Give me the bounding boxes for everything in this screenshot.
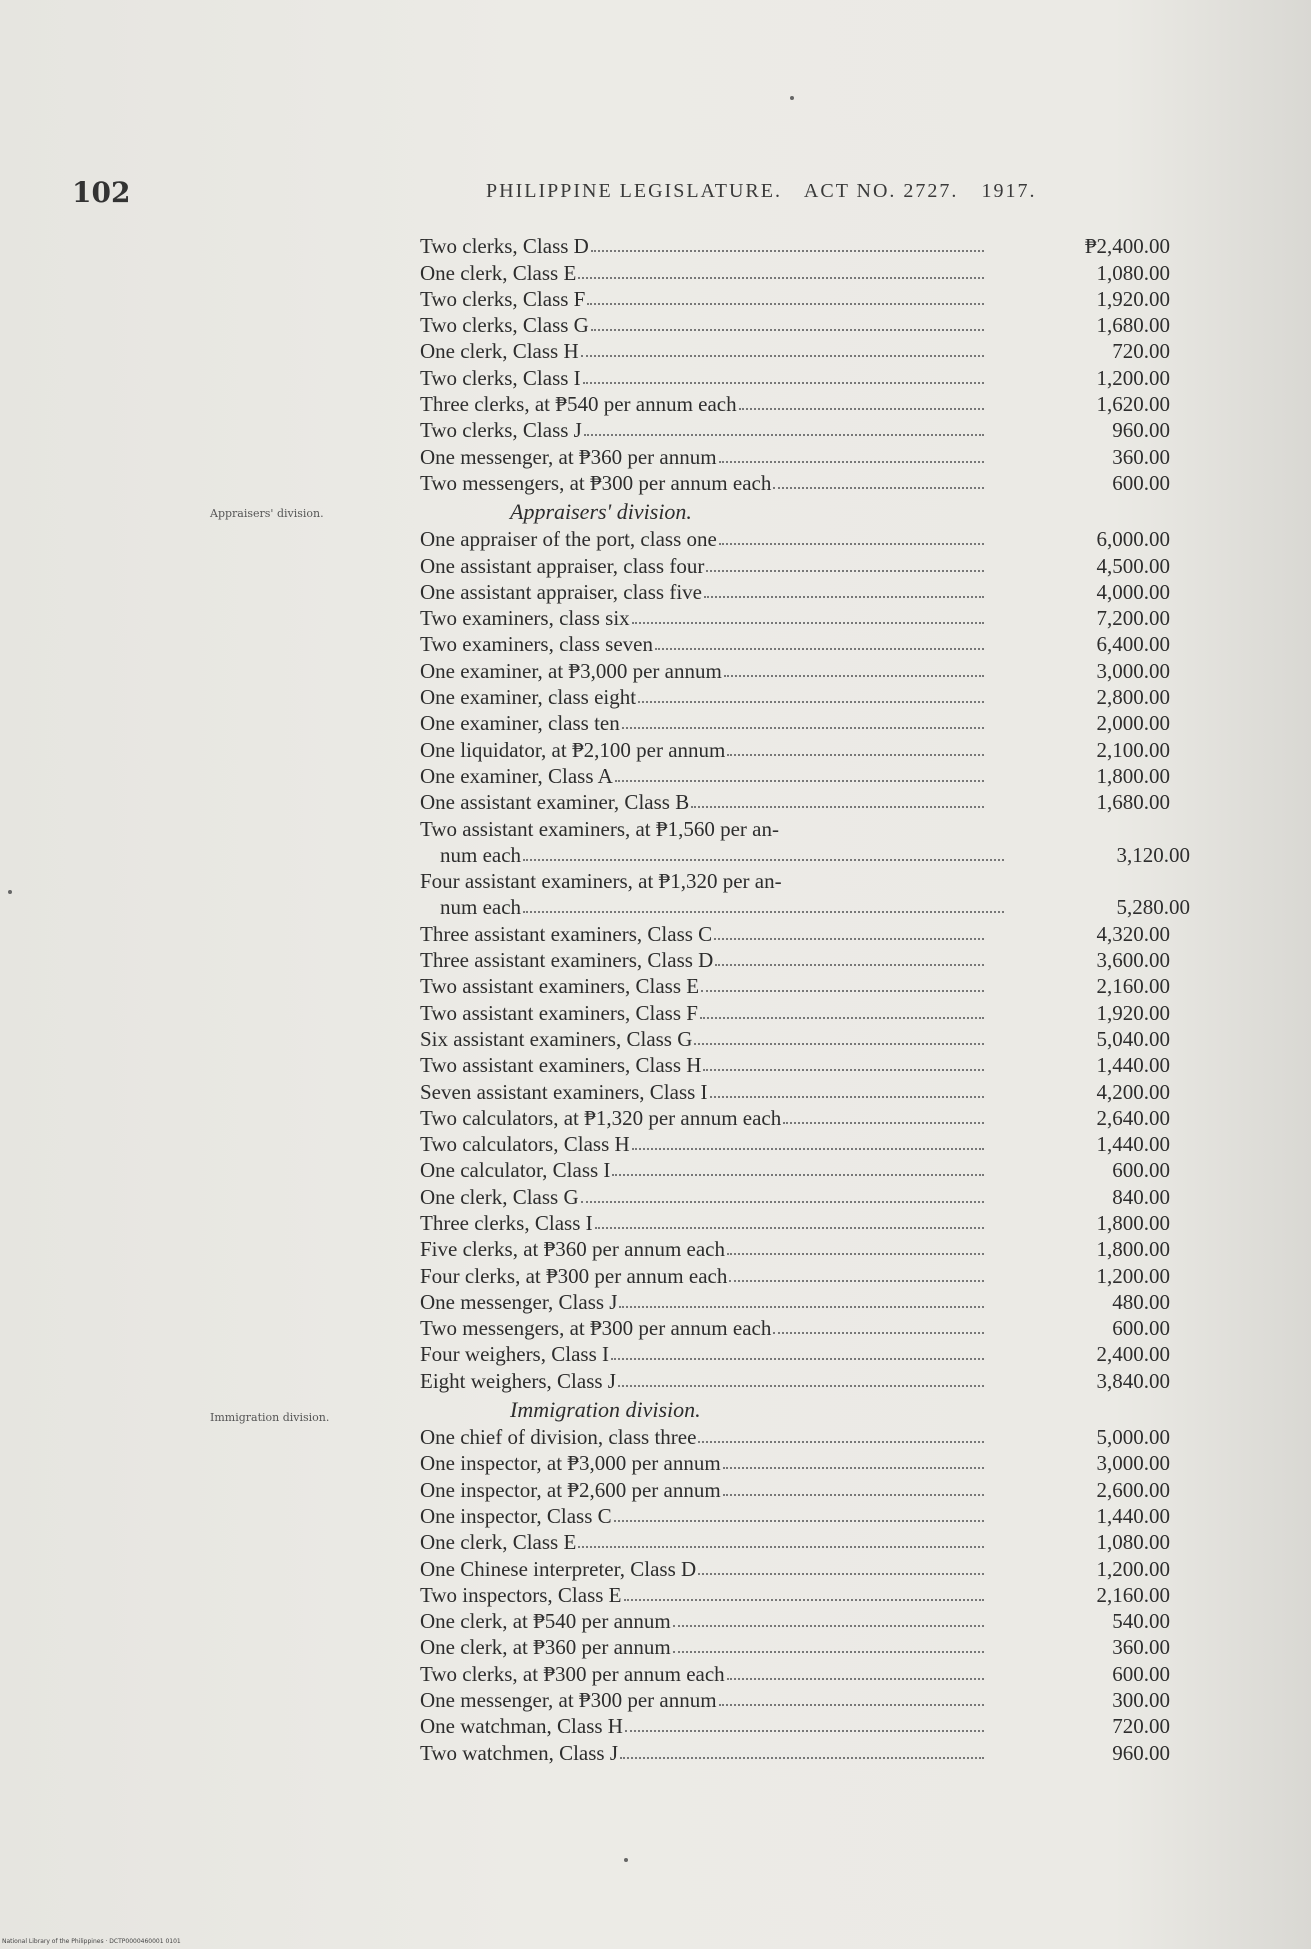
line-item-amount: 1,080.00 xyxy=(1096,260,1170,285)
line-item-text: One inspector, at ₱3,000 per annum xyxy=(420,1451,721,1476)
line-item-text: Seven assistant examiners, Class I xyxy=(420,1079,708,1104)
line-item-text: One clerk, at ₱540 per annum xyxy=(420,1609,671,1634)
leader-dots xyxy=(625,1729,984,1732)
line-item xyxy=(420,1423,1200,1449)
line-item-text: Two clerks, Class J xyxy=(420,418,582,443)
line-item-amount: 5,280.00 xyxy=(1116,895,1190,920)
line-item-text: Four clerks, at ₱300 per annum each xyxy=(420,1263,728,1288)
line-item-text: Two messengers, at ₱300 per annum each xyxy=(420,1316,772,1341)
section-immigration xyxy=(420,1423,1200,1765)
leader-dots xyxy=(612,1173,984,1176)
line-item-text: One clerk, at ₱360 per annum xyxy=(420,1635,671,1660)
line-item-amount: 3,600.00 xyxy=(1096,948,1170,973)
line-item-text: One examiner, class eight xyxy=(420,685,637,710)
leader-dots xyxy=(706,569,984,572)
leader-dots xyxy=(698,1440,984,1443)
line-item-amount: 5,040.00 xyxy=(1096,1026,1170,1051)
line-item-amount: 7,200.00 xyxy=(1096,606,1170,631)
line-item-text: Two clerks, Class G xyxy=(420,313,589,338)
line-item xyxy=(420,998,1200,1024)
line-item-text: Six assistant examiners, Class G xyxy=(420,1026,693,1051)
line-item-text: One chief of division, class three xyxy=(420,1425,697,1450)
leader-dots xyxy=(727,1252,984,1255)
sidenote-appraisers: Appraisers' division. xyxy=(210,507,324,520)
line-item-amount: 1,920.00 xyxy=(1096,286,1170,311)
leader-dots xyxy=(618,1384,984,1387)
running-head xyxy=(486,180,1146,203)
line-item-text: One clerk, Class E xyxy=(420,1530,577,1555)
line-item-amount: 960.00 xyxy=(1112,1740,1170,1765)
leader-dots xyxy=(773,1331,984,1334)
line-item-text: Four weighers, Class I xyxy=(420,1342,609,1367)
line-item xyxy=(420,1182,1200,1208)
line-item-amount: 600.00 xyxy=(1112,1158,1170,1183)
line-item-amount: 2,160.00 xyxy=(1096,1582,1170,1607)
paper-speck xyxy=(624,1858,628,1862)
heading-immigration: Immigration division. xyxy=(510,1396,701,1422)
leader-dots xyxy=(701,989,984,992)
leader-dots xyxy=(632,621,984,624)
line-item xyxy=(420,972,1200,998)
line-item xyxy=(420,1738,1200,1764)
leader-dots xyxy=(723,1466,984,1469)
line-item-amount: 4,320.00 xyxy=(1096,921,1170,946)
line-item-amount: 2,600.00 xyxy=(1096,1477,1170,1502)
line-item-text: Two assistant examiners, at ₱1,560 per an- xyxy=(420,816,779,841)
section-top xyxy=(420,232,1200,495)
line-item xyxy=(420,258,1200,284)
line-item xyxy=(420,311,1200,337)
line-item-text: Five clerks, at ₱360 per annum each xyxy=(420,1237,725,1262)
line-item xyxy=(420,1130,1200,1156)
line-item xyxy=(420,1077,1200,1103)
line-item-amount: 3,120.00 xyxy=(1116,842,1190,867)
line-item-amount: 480.00 xyxy=(1112,1289,1170,1314)
line-item-text: Three clerks, at ₱540 per annum each xyxy=(420,392,737,417)
line-item xyxy=(420,814,1200,840)
line-item xyxy=(420,1502,1200,1528)
line-item xyxy=(420,363,1200,389)
paper-speck xyxy=(790,96,794,100)
line-item xyxy=(420,1581,1200,1607)
line-item-amount: 2,000.00 xyxy=(1096,711,1170,736)
line-item-text: num each xyxy=(440,895,522,920)
line-item-text: One calculator, Class I xyxy=(420,1158,611,1183)
line-item xyxy=(420,337,1200,363)
line-item-text: One appraiser of the port, class one xyxy=(420,527,717,552)
line-item xyxy=(420,416,1200,442)
line-item-text: Two clerks, Class I xyxy=(420,365,581,390)
running-head-year: 1917. xyxy=(981,180,1037,202)
line-item xyxy=(420,1051,1200,1077)
line-item xyxy=(420,1314,1200,1340)
line-item xyxy=(420,630,1200,656)
line-item-text: num each xyxy=(440,842,522,867)
line-item-amount: 1,680.00 xyxy=(1096,790,1170,815)
line-item-text: Three assistant examiners, Class C xyxy=(420,921,713,946)
running-head-act: ACT NO. 2727. xyxy=(803,180,959,202)
leader-dots xyxy=(673,1624,984,1627)
leader-dots xyxy=(673,1650,984,1653)
line-item-amount: 2,400.00 xyxy=(1096,1342,1170,1367)
line-item xyxy=(420,1156,1200,1182)
line-item-text: One inspector, Class C xyxy=(420,1503,612,1528)
leader-dots xyxy=(624,1598,984,1601)
line-item xyxy=(420,1607,1200,1633)
line-item-text: One examiner, at ₱3,000 per annum xyxy=(420,658,722,683)
line-item xyxy=(420,1528,1200,1554)
line-item-amount: 1,200.00 xyxy=(1096,365,1170,390)
line-item-amount: 3,000.00 xyxy=(1096,1451,1170,1476)
line-item xyxy=(420,232,1200,258)
line-item xyxy=(420,442,1200,468)
line-item-amount: 1,680.00 xyxy=(1096,313,1170,338)
line-item xyxy=(420,1659,1200,1685)
line-item-amount: 1,800.00 xyxy=(1096,1237,1170,1262)
leader-dots xyxy=(700,1016,984,1019)
leader-dots xyxy=(578,276,984,279)
line-item-amount: 1,620.00 xyxy=(1096,392,1170,417)
leader-dots xyxy=(698,1572,984,1575)
leader-dots xyxy=(714,937,984,940)
leader-dots xyxy=(584,433,984,436)
line-item-text: One assistant examiner, Class B xyxy=(420,790,690,815)
leader-dots xyxy=(615,779,984,782)
leader-dots xyxy=(587,302,984,305)
leader-dots xyxy=(583,381,984,384)
line-item-text: Two calculators, Class H xyxy=(420,1132,630,1157)
running-head-title: PHILIPPINE LEGISLATURE. xyxy=(486,180,782,202)
line-item xyxy=(420,390,1200,416)
line-item-amount: 300.00 xyxy=(1112,1688,1170,1713)
line-item xyxy=(420,1366,1200,1392)
line-item-text: Two inspectors, Class E xyxy=(420,1582,622,1607)
line-item-amount: 1,440.00 xyxy=(1096,1132,1170,1157)
line-item-text: Two assistant examiners, Class E xyxy=(420,974,700,999)
line-item-amount: 720.00 xyxy=(1112,339,1170,364)
leader-dots xyxy=(719,542,984,545)
line-item-text: One messenger, at ₱360 per annum xyxy=(420,444,717,469)
line-item xyxy=(420,709,1200,735)
line-item-amount: 6,400.00 xyxy=(1096,632,1170,657)
leader-dots xyxy=(578,1545,984,1548)
line-item xyxy=(420,604,1200,630)
line-item-text: Four assistant examiners, at ₱1,320 per an- xyxy=(420,869,782,894)
line-item-continued xyxy=(420,893,1200,919)
line-item-text: One messenger, Class J xyxy=(420,1289,618,1314)
line-item-text: One examiner, Class A xyxy=(420,763,613,788)
line-item xyxy=(420,946,1200,972)
line-item-text: One liquidator, at ₱2,100 per annum xyxy=(420,737,726,762)
leader-dots xyxy=(719,460,984,463)
line-item xyxy=(420,469,1200,495)
line-item-text: One watchman, Class H xyxy=(420,1714,623,1739)
leader-dots xyxy=(622,726,984,729)
line-item xyxy=(420,1209,1200,1235)
line-item xyxy=(420,1288,1200,1314)
line-item-amount: 600.00 xyxy=(1112,1316,1170,1341)
leader-dots xyxy=(620,1756,984,1759)
line-item xyxy=(420,919,1200,945)
line-item xyxy=(420,1104,1200,1130)
line-item-amount: 1,800.00 xyxy=(1096,763,1170,788)
line-item-text: Three clerks, Class I xyxy=(420,1210,593,1235)
line-item-text: Two examiners, class six xyxy=(420,606,630,631)
page-number: 102 xyxy=(72,176,131,209)
line-item-text: Two messengers, at ₱300 per annum each xyxy=(420,470,772,495)
leader-dots xyxy=(783,1121,984,1124)
appropriation-list xyxy=(420,232,1200,1765)
leader-dots xyxy=(614,1519,984,1522)
line-item xyxy=(420,656,1200,682)
leader-dots xyxy=(719,1703,984,1706)
leader-dots xyxy=(739,407,984,410)
line-item-amount: 3,000.00 xyxy=(1096,658,1170,683)
line-item-amount: 1,080.00 xyxy=(1096,1530,1170,1555)
line-item-amount: 360.00 xyxy=(1112,1635,1170,1660)
leader-dots xyxy=(611,1357,984,1360)
scan-footer: National Library of the Philippines · DCTP0000460001 0101 xyxy=(2,1938,181,1945)
line-item-amount: 600.00 xyxy=(1112,470,1170,495)
line-item-amount: 2,640.00 xyxy=(1096,1105,1170,1130)
line-item xyxy=(420,1235,1200,1261)
leader-dots xyxy=(773,486,984,489)
line-item-amount: 2,100.00 xyxy=(1096,737,1170,762)
line-item-amount: 2,800.00 xyxy=(1096,685,1170,710)
line-item xyxy=(420,578,1200,604)
line-item xyxy=(420,762,1200,788)
line-item-amount: 960.00 xyxy=(1112,418,1170,443)
leader-dots xyxy=(523,858,1004,861)
line-item-text: Two calculators, at ₱1,320 per annum each xyxy=(420,1105,782,1130)
line-item-amount: 2,160.00 xyxy=(1096,974,1170,999)
line-item xyxy=(420,1261,1200,1287)
line-item-amount: 6,000.00 xyxy=(1096,527,1170,552)
line-item-amount: 600.00 xyxy=(1112,1661,1170,1686)
line-item xyxy=(420,1025,1200,1051)
line-item-amount: ₱2,400.00 xyxy=(1084,234,1170,259)
line-item-amount: 5,000.00 xyxy=(1096,1425,1170,1450)
line-item-amount: 1,800.00 xyxy=(1096,1210,1170,1235)
line-item-text: One examiner, class ten xyxy=(420,711,620,736)
line-item-amount: 4,500.00 xyxy=(1096,553,1170,578)
leader-dots xyxy=(704,595,984,598)
line-item-text: One clerk, Class G xyxy=(420,1184,579,1209)
leader-dots xyxy=(591,249,984,252)
leader-dots xyxy=(724,674,984,677)
paper-speck xyxy=(8,890,12,894)
leader-dots xyxy=(581,1200,984,1203)
line-item-text: Two clerks, Class F xyxy=(420,286,586,311)
leader-dots xyxy=(727,753,984,756)
line-item xyxy=(420,1633,1200,1659)
line-item xyxy=(420,1686,1200,1712)
line-item xyxy=(420,285,1200,311)
line-item-text: One messenger, at ₱300 per annum xyxy=(420,1688,717,1713)
line-item-amount: 540.00 xyxy=(1112,1609,1170,1634)
line-item-amount: 1,200.00 xyxy=(1096,1263,1170,1288)
leader-dots xyxy=(703,1068,984,1071)
line-item-amount: 840.00 xyxy=(1112,1184,1170,1209)
line-item xyxy=(420,551,1200,577)
line-item-text: One clerk, Class H xyxy=(420,339,579,364)
line-item-text: Eight weighers, Class J xyxy=(420,1368,616,1393)
line-item xyxy=(420,1340,1200,1366)
line-item-amount: 3,840.00 xyxy=(1096,1368,1170,1393)
line-item-amount: 1,200.00 xyxy=(1096,1556,1170,1581)
line-item xyxy=(420,683,1200,709)
line-item xyxy=(420,525,1200,551)
line-item-amount: 4,000.00 xyxy=(1096,579,1170,604)
leader-dots xyxy=(655,647,984,650)
leader-dots xyxy=(729,1279,984,1282)
line-item-text: One assistant appraiser, class five xyxy=(420,579,702,604)
line-item-text: One clerk, Class E xyxy=(420,260,577,285)
leader-dots xyxy=(727,1677,984,1680)
line-item-amount: 1,920.00 xyxy=(1096,1000,1170,1025)
line-item xyxy=(420,1475,1200,1501)
line-item xyxy=(420,788,1200,814)
line-item xyxy=(420,1554,1200,1580)
leader-dots xyxy=(595,1226,984,1229)
leader-dots xyxy=(710,1095,984,1098)
line-item-text: Two watchmen, Class J xyxy=(420,1740,619,1765)
line-item-text: One Chinese interpreter, Class D xyxy=(420,1556,697,1581)
line-item-continued xyxy=(420,841,1200,867)
line-item-text: One assistant appraiser, class four xyxy=(420,553,705,578)
leader-dots xyxy=(619,1305,984,1308)
leader-dots xyxy=(591,328,984,331)
line-item xyxy=(420,867,1200,893)
line-item-text: Two clerks, Class D xyxy=(420,234,589,259)
section-appraisers xyxy=(420,525,1200,1393)
leader-dots xyxy=(691,805,984,808)
line-item-amount: 4,200.00 xyxy=(1096,1079,1170,1104)
leader-dots xyxy=(638,700,984,703)
line-item-amount: 1,440.00 xyxy=(1096,1053,1170,1078)
leader-dots xyxy=(632,1147,984,1150)
line-item-text: Three assistant examiners, Class D xyxy=(420,948,714,973)
line-item-amount: 720.00 xyxy=(1112,1714,1170,1739)
leader-dots xyxy=(523,910,1004,913)
heading-appraisers: Appraisers' division. xyxy=(510,498,692,524)
line-item-text: One inspector, at ₱2,600 per annum xyxy=(420,1477,721,1502)
line-item-amount: 1,440.00 xyxy=(1096,1503,1170,1528)
leader-dots xyxy=(715,963,984,966)
line-item xyxy=(420,735,1200,761)
line-item xyxy=(420,1449,1200,1475)
line-item-text: Two assistant examiners, Class F xyxy=(420,1000,698,1025)
line-item-amount: 360.00 xyxy=(1112,444,1170,469)
line-item xyxy=(420,1712,1200,1738)
leader-dots xyxy=(694,1042,984,1045)
line-item-text: Two clerks, at ₱300 per annum each xyxy=(420,1661,725,1686)
line-item-text: Two assistant examiners, Class H xyxy=(420,1053,702,1078)
line-item-text: Two examiners, class seven xyxy=(420,632,653,657)
leader-dots xyxy=(723,1493,984,1496)
leader-dots xyxy=(581,354,984,357)
sidenote-immigration: Immigration division. xyxy=(210,1411,330,1424)
